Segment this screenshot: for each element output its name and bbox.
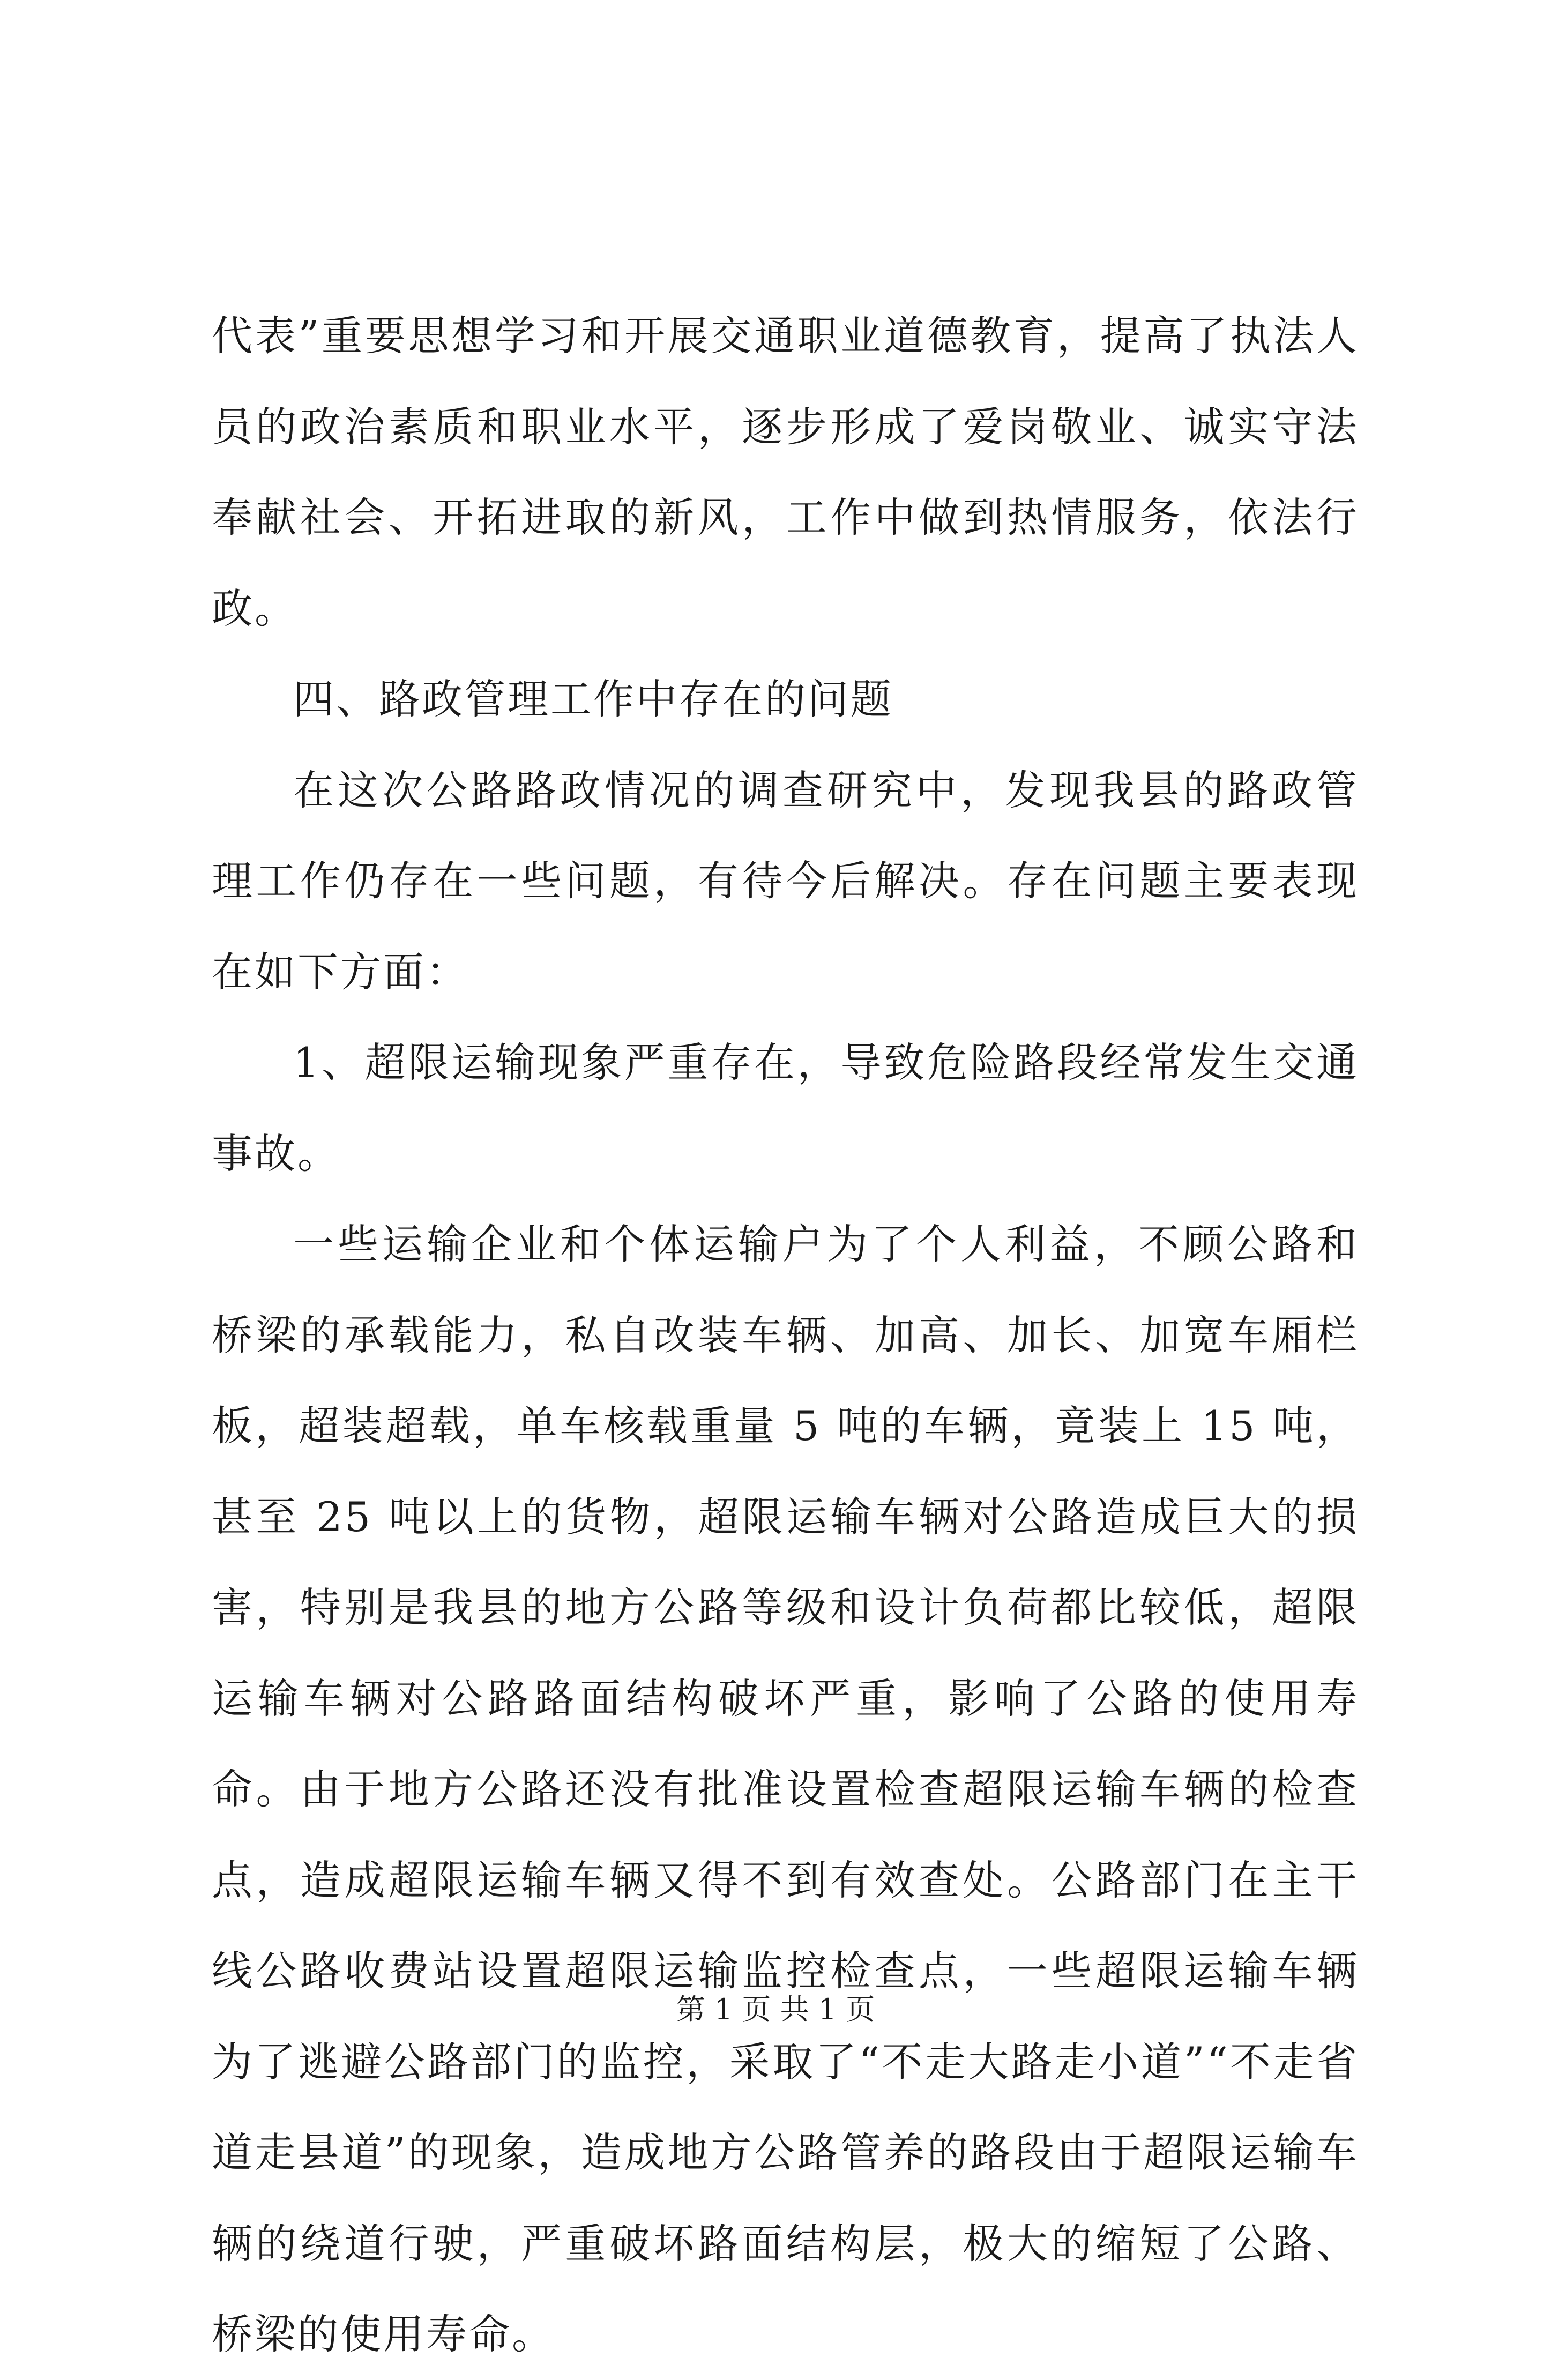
section-heading: 四、路政管理工作中存在的问题	[293, 675, 893, 723]
page-number-label: 第 1 页 共 1 页	[676, 1993, 875, 2026]
paragraph-body: 一些运输企业和个体运输户为了个人利益，不顾公路和桥梁的承载能力，私自改装车辆、加高、加长、加宽车厢栏板，超装超载，单车核载重量 5 吨的车辆，竟装上 15 吨，甚至 25 吨以上的货物，超限运输车辆对公路造成巨大的损害，特别是我县的地方公路等级和设计负荷都比较低，超限运输车辆对公路路面结构破坏严重，影响了公路的使用寿命。由于地方公路还没有批准设置检查超限运输车辆的检查点，造成超限运输车辆又得不到有效查处。公路部门在主干线公路收费站设置超限运输监控检查点，一些超限运输车辆为了逃避公路部门的监控，采取了“不走大路走小道”“不走省道走县道”的现象，造成地方公路管养的路段由于超限运输车辆的绕道行驶，严重破坏路面结构层，极大的缩短了公路、桥梁的使用寿命。	[212, 1220, 1359, 2358]
document-body	[212, 290, 1359, 2380]
paragraph-continuation: 代表”重要思想学习和开展交通职业道德教育，提高了执法人员的政治素质和职业水平，逐步形成了爱岗敬业、诚实守法奉献社会、开拓进取的新风，工作中做到热情服务，依法行政。	[212, 312, 1359, 632]
page-footer	[0, 1988, 1551, 2031]
paragraph-intro: 在这次公路路政情况的调查研究中，发现我县的路政管理工作仍存在一些问题，有待今后解决。存在问题主要表现在如下方面：	[212, 766, 1359, 996]
list-item-heading: 1、超限运输现象严重存在，导致危险路段经常发生交通事故。	[212, 1039, 1359, 1177]
